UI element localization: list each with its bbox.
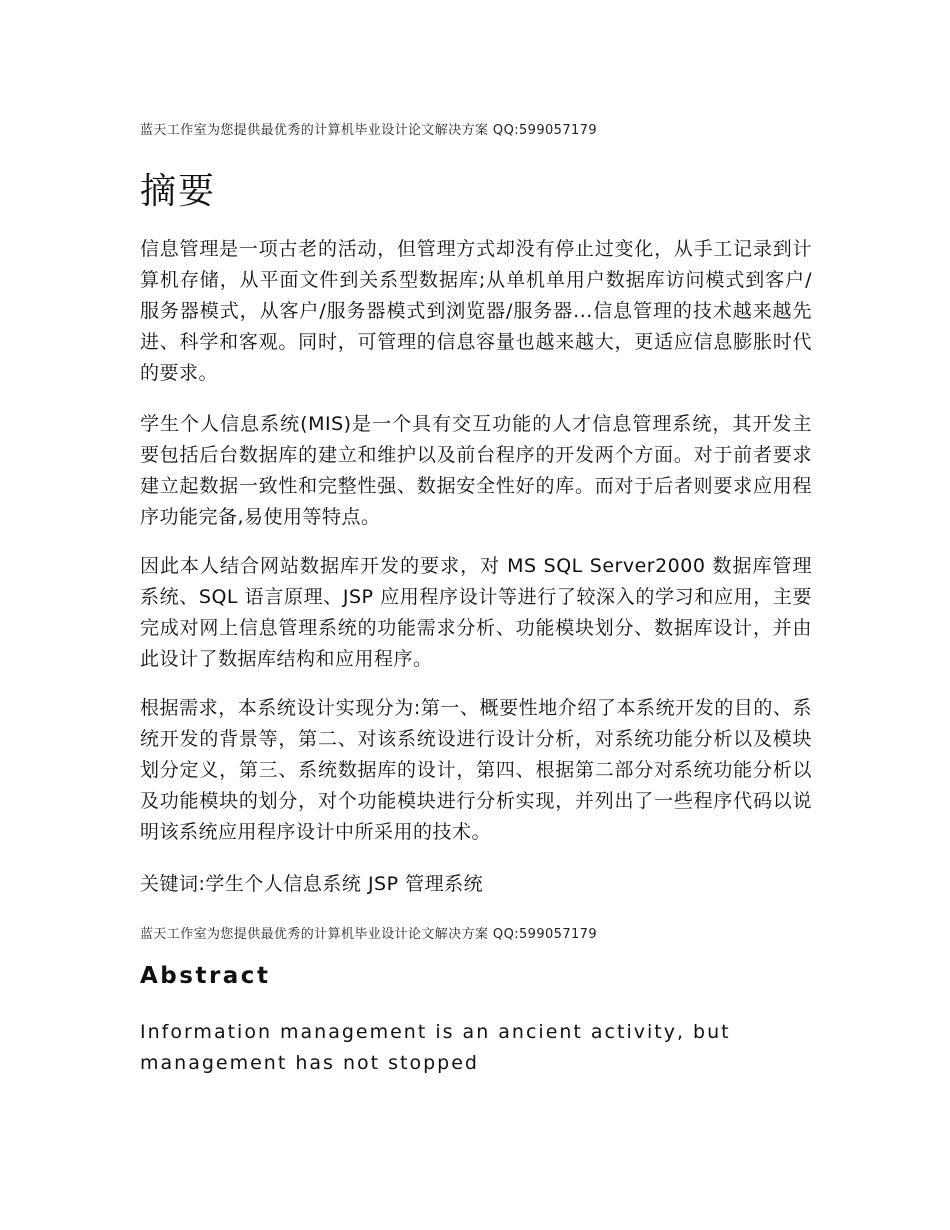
abstract-body: Information management is an ancient activity, but management has not stopped: [140, 1021, 731, 1074]
page-title: 摘要: [140, 171, 217, 212]
keywords: 关键词:学生个人信息系统 JSP 管理系统: [140, 873, 484, 895]
abstract-paragraph: 因此本人结合网站数据库开发的要求，对 MS SQL Server2000 数据库管理系统、SQL 语言原理、JSP 应用程序设计等进行了较深入的学习和应用，主要完成对网上信息管理系统的功能需求分析、功能模块划分、数据库设计，并由此设计了数据库结构和应用程序。: [140, 555, 812, 670]
header-note: 蓝天工作室为您提供最优秀的计算机毕业设计论文解决方案 QQ:599057179: [140, 123, 598, 138]
abstract-paragraph: 信息管理是一项古老的活动，但管理方式却没有停止过变化，从手工记录到计算机存储，从平面文件到关系型数据库;从单机单用户数据库访问模式到客户/服务器模式，从客户/服务器模式到浏览器/服务器...信息管理的技术越来越先进、科学和客观。同时，可管理的信息容量也越来越大，更适应信息膨胀时代的要求。: [140, 238, 812, 384]
abstract-paragraph: 学生个人信息系统(MIS)是一个具有交互功能的人才信息管理系统，其开发主要包括后台数据库的建立和维护以及前台程序的开发两个方面。对于前者要求建立起数据一致性和完整性强、数据安全性好的库。而对于后者则要求应用程序功能完备,易使用等特点。: [140, 413, 812, 528]
abstract-paragraph: 根据需求，本系统设计实现分为:第一、概要性地介绍了本系统开发的目的、系统开发的背景等，第二、对该系统设进行设计分析，对系统功能分析以及模块划分定义，第三、系统数据库的设计，第四、根据第二部分对系统功能分析以及功能模块的划分，对个功能模块进行分析实现，并列出了一些程序代码以说明该系统应用程序设计中所采用的技术。: [140, 697, 812, 843]
header-note-repeat: 蓝天工作室为您提供最优秀的计算机毕业设计论文解决方案 QQ:599057179: [140, 927, 598, 942]
abstract-heading: Abstract: [140, 963, 271, 989]
